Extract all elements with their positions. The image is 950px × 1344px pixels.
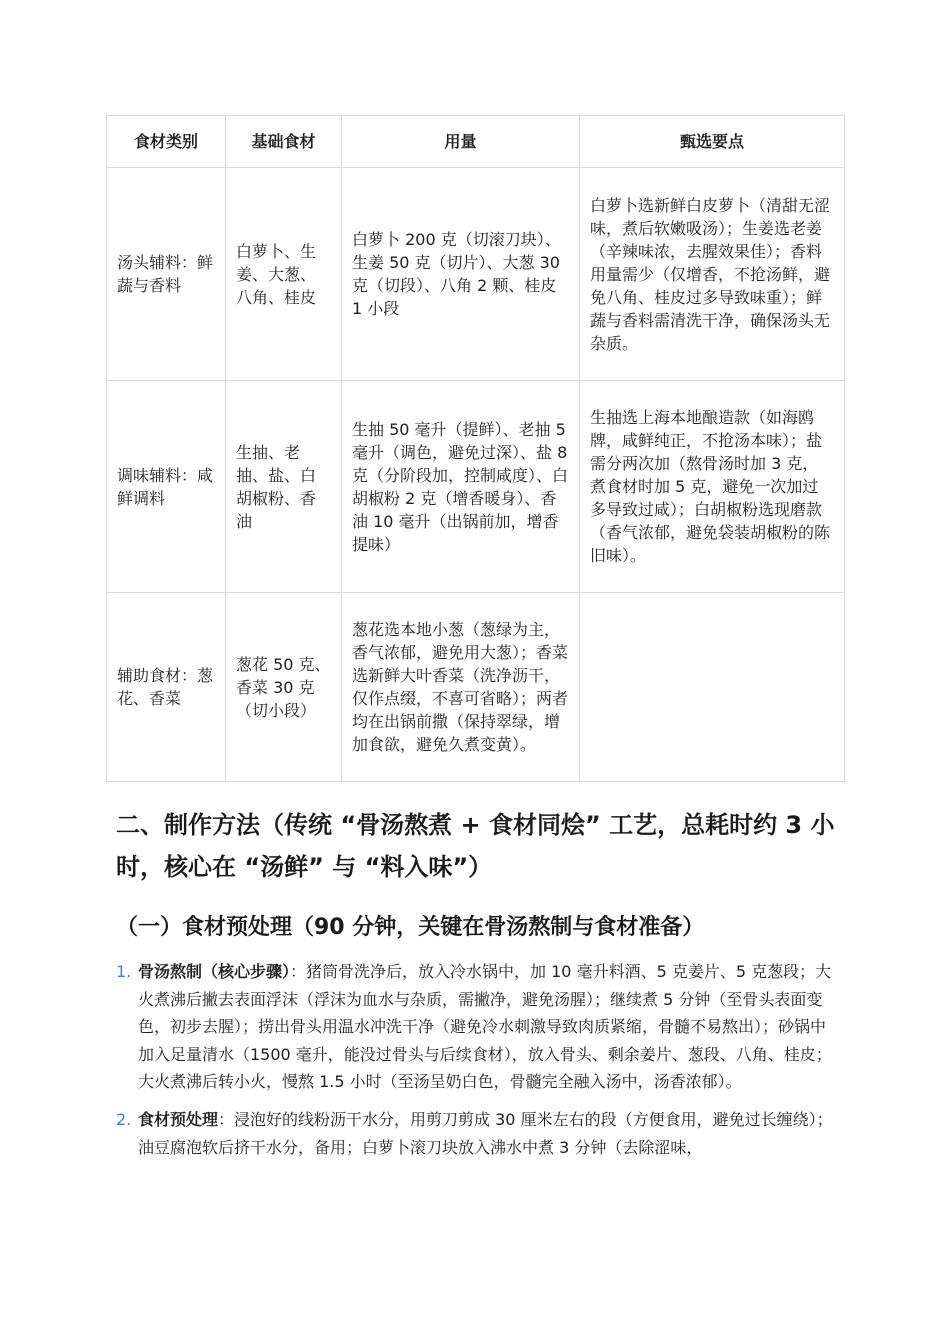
step-title: 食材预处理 (138, 1109, 219, 1129)
header-tips: 甄选要点 (580, 116, 845, 168)
subsection-heading: （一）食材预处理（90 分钟，关键在骨汤熬制与食材准备） (116, 915, 705, 940)
cell-tips: 白萝卜选新鲜白皮萝卜（清甜无涩味，煮后软嫩吸汤）；生姜选老姜（辛辣味浓，去腥效果佳）；香料用量需少（仅增香，不抢汤鲜，避免八角、桂皮过多导致味重）；鲜蔬与香料需清洗干净，确保汤头无杂质。 (580, 168, 845, 381)
cell-ingredients: 生抽、老抽、盐、白胡椒粉、香油 (226, 381, 342, 593)
header-ingredients: 基础食材 (226, 116, 342, 168)
list-number: 2. (116, 1109, 132, 1129)
cell-amount: 生抽 50 毫升（提鲜）、老抽 5 毫升（调色，避免过深）、盐 8 克（分阶段加，控制咸度）、白胡椒粉 2 克（增香暖身）、香油 10 毫升（出锅前加，增香提味） (342, 381, 580, 593)
header-amount: 用量 (342, 116, 580, 168)
cell-ingredients: 白萝卜、生姜、大葱、八角、桂皮 (226, 168, 342, 381)
table-row (107, 168, 845, 381)
header-category: 食材类别 (107, 116, 226, 168)
cell-tips: 生抽选上海本地酿造款（如海鸥牌，咸鲜纯正，不抢汤本味）；盐需分两次加（熬骨汤时加 3 克，煮食材时加 5 克，避免一次加过多导致过咸）；白胡椒粉选现磨款（香气浓郁，避免袋装胡椒粉的陈旧味）。 (580, 381, 845, 593)
ingredient-table (106, 115, 845, 782)
step-text: 浸泡好的线粉沥干水分，用剪刀剪成 30 厘米左右的段（方便食用，避免过长缠绕）；油豆腐泡软后挤干水分，备用；白萝卜滚刀块放入沸水中煮 3 分钟（去除涩味， (138, 1109, 833, 1157)
list-item (116, 1106, 838, 1161)
step-title: 骨汤熬制（核心步骤） (138, 962, 291, 981)
section-heading: 二、制作方法（传统 “骨汤熬煮 + 食材同烩” 工艺，总耗时约 3 小时，核心在 “汤鲜” 与 “料入味”） (116, 811, 835, 881)
cell-amount: 葱花选本地小葱（葱绿为主，香气浓郁，避免用大葱）；香菜选新鲜大叶香菜（洗净沥干，仅作点缀，不喜可省略）；两者均在出锅前撒（保持翠绿，增加食欲，避免久煮变黄）。 (342, 593, 580, 782)
list-number: 1. (116, 962, 132, 981)
step-text: 猪筒骨洗净后，放入冷水锅中，加 10 毫升料酒、5 克姜片、5 克葱段；大火煮沸后撇去表面浮沫（浮沫为血水与杂质，需撇净，避免汤腥）；继续煮 5 分钟（至骨头表面变色，初步去腥）；捞出骨头用温水冲洗干净（避免冷水刺激导致肉质紧缩，骨髓不易熬出）；砂锅中加入足量清水（1500 毫升，能没过骨头与后续食材），放入骨头、剩余姜片、葱段、八角、桂皮；大火煮沸后转小火，慢熬 1.5 小时（至汤呈奶白色，骨髓完全融入汤中，汤香浓郁）。 (138, 962, 832, 1092)
list-item (116, 958, 838, 1096)
cell-category: 调味辅料：咸鲜调料 (107, 381, 226, 593)
cell-tips (580, 593, 845, 782)
table-row (107, 593, 845, 782)
table-row (107, 381, 845, 593)
steps-list (116, 958, 838, 1171)
cell-amount: 白萝卜 200 克（切滚刀块）、生姜 50 克（切片）、大葱 30 克（切段）、八角 2 颗、桂皮 1 小段 (342, 168, 580, 381)
table-header-row (107, 116, 845, 168)
step-separator: ： (218, 1109, 235, 1129)
cell-category: 汤头辅料：鲜蔬与香料 (107, 168, 226, 381)
cell-category: 辅助食材：葱花、香菜 (107, 593, 226, 782)
step-separator: ： (290, 962, 307, 981)
cell-ingredients: 葱花 50 克、香菜 30 克（切小段） (226, 593, 342, 782)
